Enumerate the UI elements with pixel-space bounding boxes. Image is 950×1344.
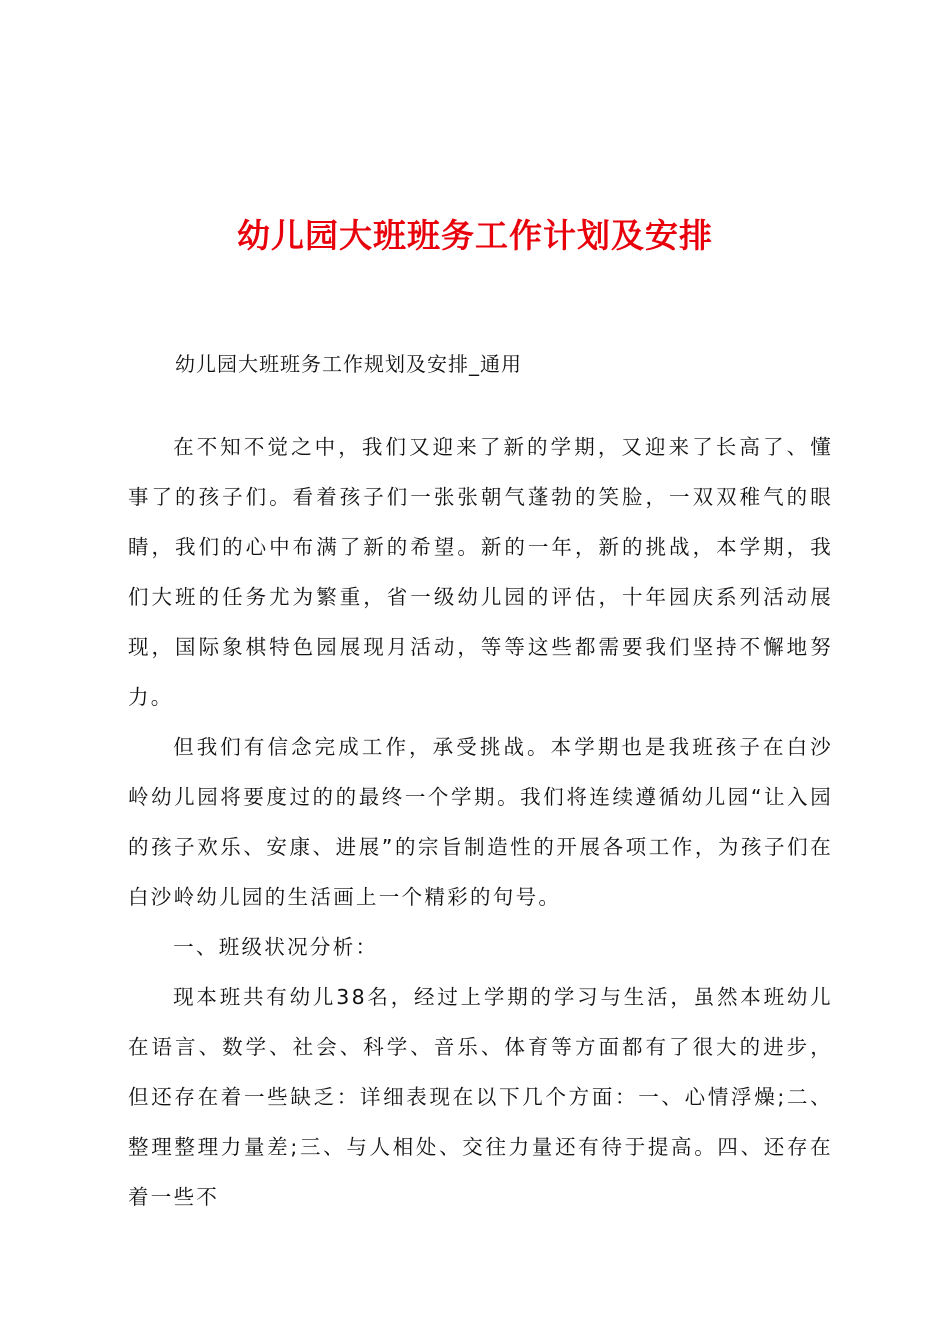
document-subtitle: 幼儿园大班班务工作规划及安排_通用 <box>175 352 522 376</box>
paragraph-goals: 但我们有信念完成工作，承受挑战。本学期也是我班孩子在白沙岭幼儿园将要度过的的最终一个学期。我们将连续遵循幼儿园“让入园的孩子欢乐、安康、进展”的宗旨制造性的开展各项工作，为孩子们在白沙岭幼儿园的生活画上一个精彩的句号。 <box>128 735 833 909</box>
section-heading-class-analysis: 一、班级状况分析： <box>173 935 379 959</box>
document-title: 幼儿园大班班务工作计划及安排 <box>237 216 713 255</box>
paragraph-class-analysis: 现本班共有幼儿38名，经过上学期的学习与生活，虽然本班幼儿在语言、数学、社会、科学、音乐、体育等方面都有了很大的进步，但还存在着一些缺乏：详细表现在以下几个方面：一、心情浮燥;二、整理整理力量差;三、与人相处、交往力量还有待于提高。四、还存在着一些不 <box>128 985 833 1209</box>
document-body <box>128 422 833 1222</box>
paragraph-intro: 在不知不觉之中，我们又迎来了新的学期，又迎来了长高了、懂事了的孩子们。看着孩子们一张张朝气蓬勃的笑脸，一双双稚气的眼睛，我们的心中布满了新的希望。新的一年，新的挑战，本学期，我们大班的任务尤为繁重，省一级幼儿园的评估，十年园庆系列活动展现，国际象棋特色园展现月活动，等等这些都需要我们坚持不懈地努力。 <box>128 435 833 709</box>
